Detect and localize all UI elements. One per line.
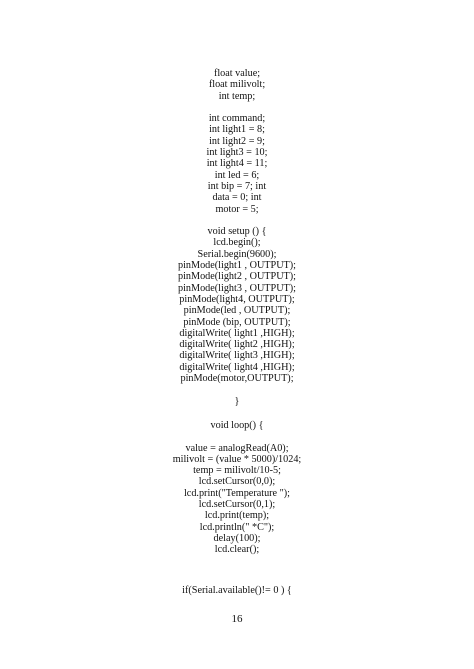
code-line: pinMode(light3 , OUTPUT); [178, 282, 296, 294]
code-line: int bip = 7; int [207, 180, 267, 192]
code-line: lcd.setCursor(0,0); [198, 476, 276, 488]
code-line: lcd.print("Temperature "); [183, 487, 291, 499]
code-line: float milivolt; [208, 79, 266, 91]
code-line: digitalWrite( light2 ,HIGH); [179, 339, 295, 351]
code-line: motor = 5; [215, 203, 259, 215]
code-line: int light4 = 11; [206, 158, 268, 170]
code-line: if(Serial.available()!= 0 ) { [182, 585, 292, 596]
code-line [0, 431, 474, 442]
code-line: digitalWrite( light1 ,HIGH); [179, 327, 295, 339]
code-line: float value; [213, 68, 261, 79]
code-line: digitalWrite( light4 ,HIGH); [179, 361, 295, 373]
code-line: void setup () { [207, 226, 267, 238]
code-block-serial-check [0, 585, 474, 596]
code-line: pinMode(led , OUTPUT); [183, 305, 291, 317]
page-number: 16 [231, 613, 243, 625]
code-line: pinMode(light2 , OUTPUT); [178, 271, 296, 283]
code-line: Serial.begin(9600); [197, 248, 277, 260]
code-line: lcd.begin(); [213, 237, 261, 249]
code-line: value = analogRead(A0); [185, 442, 289, 454]
code-line: int light3 = 10; [206, 147, 268, 159]
code-line: pinMode(motor,OUTPUT); [180, 373, 294, 385]
code-line: lcd.setCursor(0,1); [198, 499, 276, 511]
code-line [0, 102, 474, 113]
code-line: } [234, 395, 240, 407]
code-line: int light2 = 9; [209, 135, 265, 147]
code-line: digitalWrite( light3 ,HIGH); [179, 350, 295, 362]
code-line: int command; [208, 113, 266, 125]
code-line: void loop() { [210, 420, 264, 431]
code-line: lcd.clear(); [214, 544, 260, 556]
code-line: pinMode (bip, OUTPUT); [183, 316, 291, 328]
code-line: int led = 6; [214, 169, 260, 181]
code-line: delay(100); [213, 532, 261, 544]
code-line: temp = milivolt/10-5; [193, 465, 281, 477]
code-line: int light1 = 8; [209, 124, 265, 136]
code-line: lcd.print(temp); [204, 510, 270, 522]
code-block-loop [0, 420, 474, 556]
code-line: int temp; [218, 90, 256, 102]
code-line: data = 0; int [212, 192, 262, 204]
code-line [0, 384, 474, 395]
code-line: milivolt = (value * 5000)/1024; [172, 453, 302, 465]
code-line: pinMode(light4, OUTPUT); [179, 293, 295, 305]
code-line: pinMode(light1 , OUTPUT); [178, 260, 296, 272]
code-block-declarations-setup [0, 68, 474, 407]
code-line [0, 215, 474, 226]
code-line: lcd.println(" *C"); [199, 521, 275, 533]
